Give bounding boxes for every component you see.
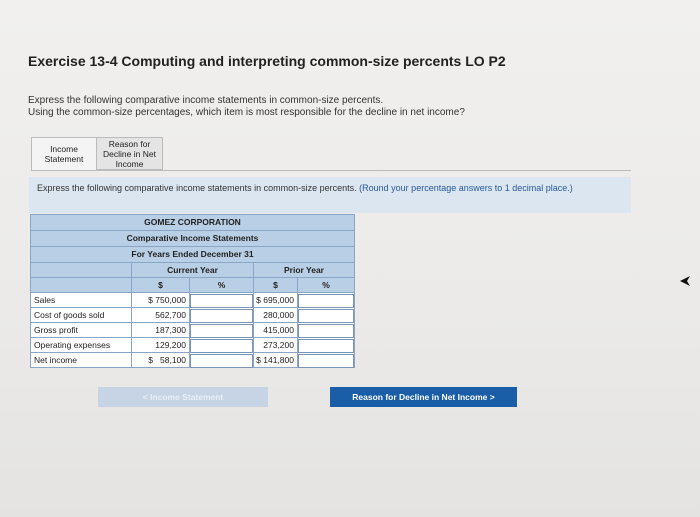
current-amount: 187,300 (132, 323, 190, 338)
prior-amount: $ 141,800 (254, 353, 298, 368)
row-label: Gross profit (30, 323, 132, 338)
prior-pct-input[interactable] (298, 294, 354, 308)
prior-pct-input[interactable] (298, 324, 354, 338)
tab-bar (31, 137, 163, 170)
prior-pct-input[interactable] (298, 309, 354, 323)
prior-pct-input[interactable] (298, 339, 354, 353)
instruction-text: Express the following comparative income statements in common-size percents. (37, 183, 357, 193)
prior-pct-cell (298, 338, 355, 353)
prior-amount: 415,000 (254, 323, 298, 338)
prior-pct-cell (298, 323, 355, 338)
table-row (30, 293, 355, 308)
row-label: Operating expenses (30, 338, 132, 353)
tab-income-statement[interactable]: Income Statement (31, 137, 97, 170)
instruction-box (29, 177, 631, 213)
company-name: GOMEZ CORPORATION (30, 214, 355, 231)
table-row (30, 338, 355, 353)
current-pct-input[interactable] (190, 294, 253, 308)
current-pct-cell (190, 323, 254, 338)
current-amount: 129,200 (132, 338, 190, 353)
prior-pct-input[interactable] (298, 354, 354, 368)
row-label: Sales (30, 293, 132, 308)
tab-reason-for-decline[interactable]: Reason for Decline in Net Income (97, 137, 163, 170)
statement-period: For Years Ended December 31 (30, 247, 355, 263)
prior-pct-header: % (298, 278, 355, 293)
income-statement-table (30, 214, 355, 368)
year-header-row (30, 263, 355, 278)
current-pct-header: % (190, 278, 254, 293)
current-amount: 562,700 (132, 308, 190, 323)
instruction-line: Express the following comparative income statements in common-size percents. (28, 95, 384, 106)
current-pct-cell (190, 353, 254, 368)
instructions (28, 95, 465, 119)
next-reason-for-decline-button[interactable]: Reason for Decline in Net Income > (330, 387, 517, 407)
instruction-line: Using the common-size percentages, which item is most responsible for the decline in net income? (28, 107, 465, 118)
prior-amount: 280,000 (254, 308, 298, 323)
prior-pct-cell (298, 308, 355, 323)
blank-header (30, 278, 132, 293)
current-pct-input[interactable] (190, 354, 253, 368)
current-year-header: Current Year (132, 263, 254, 278)
prior-dollar-header: $ (254, 278, 298, 293)
prev-income-statement-button[interactable]: < Income Statement (98, 387, 268, 407)
current-pct-input[interactable] (190, 309, 253, 323)
unit-header-row (30, 278, 355, 293)
prior-amount: $ 695,000 (254, 293, 298, 308)
page-title: Exercise 13-4 Computing and interpreting common-size percents LO P2 (28, 53, 506, 69)
row-label: Cost of goods sold (30, 308, 132, 323)
prior-amount: 273,200 (254, 338, 298, 353)
table-row (30, 323, 355, 338)
current-pct-input[interactable] (190, 339, 253, 353)
prior-pct-cell (298, 293, 355, 308)
table-row (30, 353, 355, 368)
current-amount: $ 750,000 (132, 293, 190, 308)
prior-year-header: Prior Year (254, 263, 355, 278)
row-label: Net income (30, 353, 132, 368)
current-pct-input[interactable] (190, 324, 253, 338)
current-pct-cell (190, 338, 254, 353)
current-dollar-header: $ (132, 278, 190, 293)
table-row (30, 308, 355, 323)
rounding-note: (Round your percentage answers to 1 decimal place.) (359, 183, 573, 193)
current-amount: $ 58,100 (132, 353, 190, 368)
statement-name: Comparative Income Statements (30, 231, 355, 247)
current-pct-cell (190, 293, 254, 308)
tab-divider (31, 170, 631, 171)
prior-pct-cell (298, 353, 355, 368)
mouse-cursor-icon (680, 276, 690, 286)
current-pct-cell (190, 308, 254, 323)
blank-header (30, 263, 132, 278)
